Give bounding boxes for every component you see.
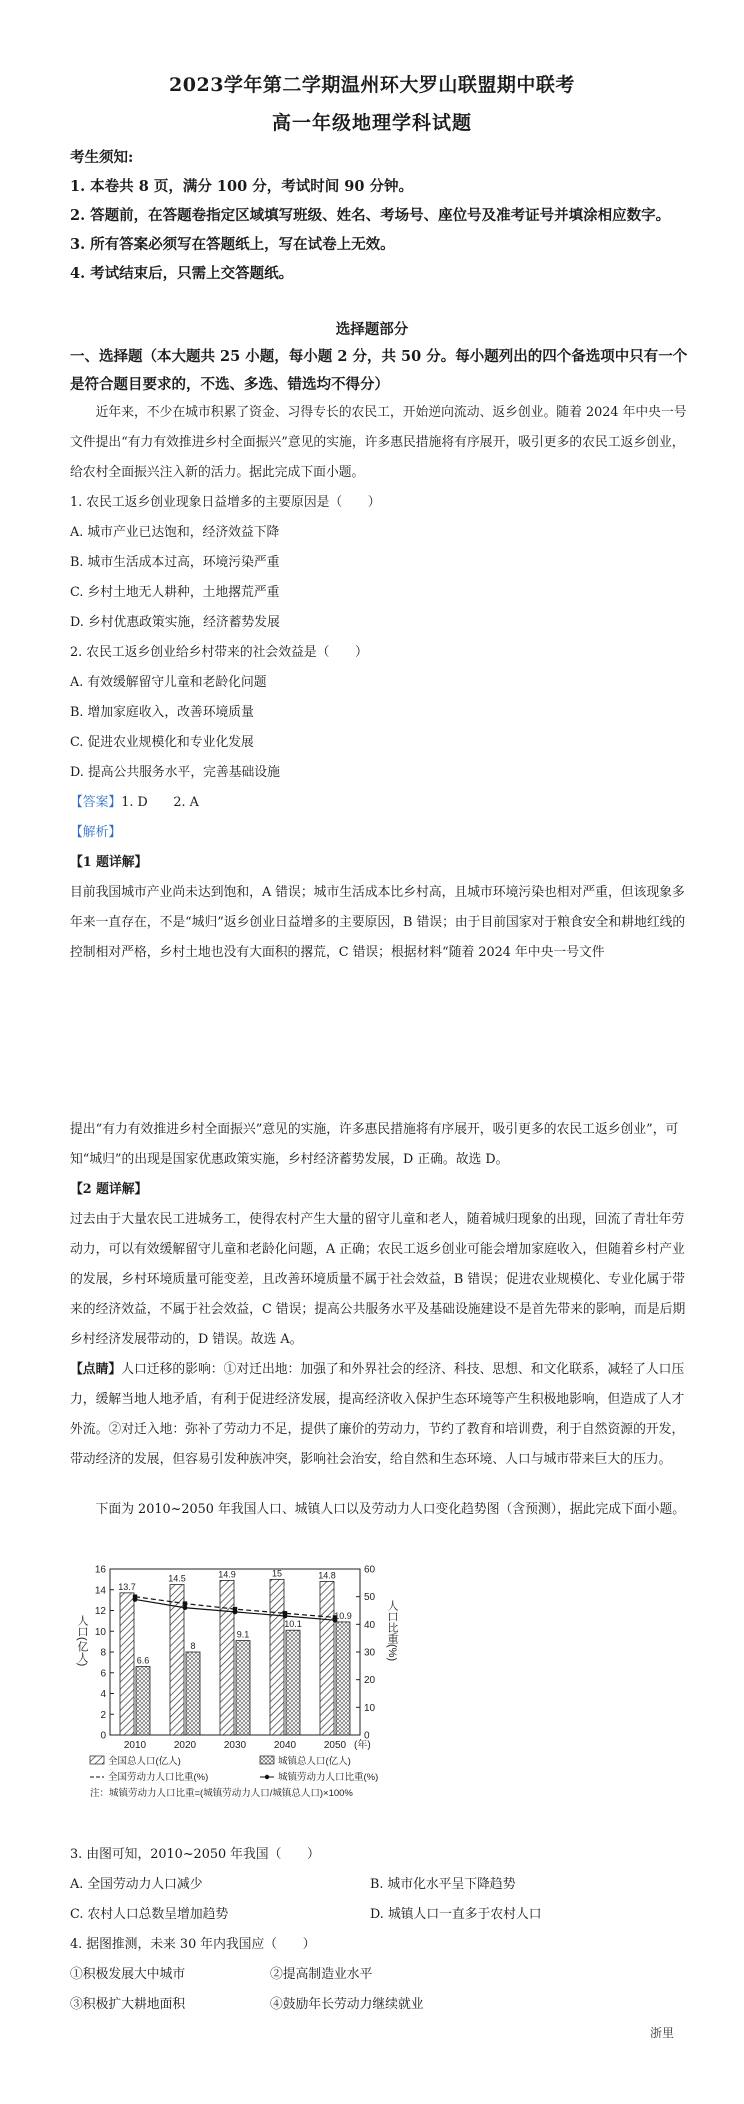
detail-2-label: 【2 题详解】 [70, 1182, 148, 1197]
left-tick-label: 2 [100, 1709, 106, 1721]
bar-label-urban: 6.6 [136, 1655, 150, 1666]
legend-swatch-total [90, 1756, 104, 1764]
legend-swatch-urban [260, 1756, 274, 1764]
option-d: D. 城镇人口一直多于农村人口 [370, 1907, 542, 1922]
population-chart [70, 1555, 440, 1820]
question-4 [70, 1930, 690, 2020]
question-stem: 4. 据图推测，未来 30 年内我国应（ ） [70, 1937, 316, 1952]
bar-urban-population [336, 1622, 350, 1735]
bar-total-population [320, 1581, 334, 1735]
right-tick-label: 50 [364, 1592, 376, 1604]
right-tick-label: 20 [364, 1675, 376, 1687]
option-3: ③积极扩大耕地面积 [70, 1997, 186, 2012]
question-3 [70, 1840, 690, 1930]
bar-urban-population [136, 1667, 150, 1735]
point-label: 【点睛】 [70, 1362, 122, 1377]
detail-1-label: 【1 题详解】 [70, 855, 148, 870]
question-stem: 2. 农民工返乡创业给乡村带来的社会效益是（ ） [70, 645, 368, 660]
candidate-notes [70, 143, 690, 288]
legend-label-national-line: 全国劳动力人口比重(%) [108, 1772, 209, 1783]
left-tick-label: 12 [94, 1606, 106, 1617]
chart-footnote: 注：城镇劳动力人口比重=(城镇劳动力人口/城镇总人口)×100% [90, 1788, 353, 1799]
bar-label-urban: 9.1 [236, 1629, 250, 1640]
exam-title: 2023学年第二学期温州环大罗山联盟期中联考 [169, 74, 575, 96]
answer-label: 【答案】 [70, 795, 122, 810]
question-1 [70, 488, 690, 638]
left-tick-label: 16 [94, 1564, 106, 1576]
marker-urban-labor-share [183, 1605, 188, 1610]
x-unit-label: (年) [354, 1740, 371, 1751]
bar-label-total: 14.9 [218, 1569, 236, 1580]
detail-1-text-b: 提出“有力有效推进乡村全面振兴”意见的实施，许多惠民措施将有序展开，吸引更多的农民工返乡创业”，可知“城归”的出现是国家优惠政策实施，乡村经济蓄势发展，D 正确。故选 D。 [70, 1122, 679, 1167]
option-c: C. 乡村土地无人耕种，土地撂荒严重 [70, 585, 280, 600]
bar-label-urban: 10.1 [284, 1619, 302, 1630]
point-paragraph [70, 1355, 690, 1475]
section-title: 选择题部分 [335, 321, 409, 338]
legend-label-total: 全国总人口(亿人) [108, 1756, 181, 1767]
bar-urban-population [186, 1652, 200, 1735]
option-1: ①积极发展大中城市 [70, 1967, 186, 1982]
marker-urban-labor-share [283, 1614, 288, 1619]
legend-label-urban: 城镇总人口(亿人) [278, 1756, 351, 1767]
bar-urban-population [236, 1641, 250, 1735]
right-tick-label: 0 [364, 1730, 370, 1742]
passage-2: 下面为 2010~2050 年我国人口、城镇人口以及劳动力人口变化趋势图（含预测），据此完成下面小题。 [95, 1502, 686, 1517]
notes-item: 1. 本卷共 8 页，满分 100 分，考试时间 90 分钟。 [70, 178, 414, 195]
bar-label-urban: 8 [190, 1641, 196, 1651]
left-tick-label: 8 [100, 1647, 106, 1659]
options-grid [70, 1960, 690, 2020]
option-b: B. 城市化水平呈下降趋势 [370, 1877, 516, 1892]
left-tick-label: 14 [94, 1585, 106, 1597]
option-c: C. 农村人口总数呈增加趋势 [70, 1907, 229, 1922]
question-stem: 3. 由图可知，2010~2050 年我国（ ） [70, 1847, 320, 1862]
passage-1: 近年来，不少在城市积累了资金、习得专长的农民工，开始逆向流动、返乡创业。随着 2024 年中央一号文件提出“有力有效推进乡村全面振兴”意见的实施，许多惠民措施将有序展开，吸引更多的农民工返乡创业，给农村全面振兴注入新的活力。据此完成下面小题。 [70, 405, 687, 480]
detail-1-text-a: 目前我国城市产业尚未达到饱和，A 错误；城市生活成本比乡村高，且城市环境污染也相对严重，但该现象多年来一直存在，不是“城归”返乡创业日益增多的主要原因，B 错误；由于目前国家对于粮食安全和耕地红线的控制相对严格，乡村土地也没有大面积的撂荒，C 错误；根据材料“随着 2024 年中央一号文件 [70, 885, 686, 960]
bar-label-total: 13.7 [118, 1581, 136, 1592]
left-tick-label: 0 [100, 1730, 106, 1742]
answer-line [70, 788, 690, 818]
answer-value: 1. D 2. A [121, 795, 199, 810]
notes-item: 3. 所有答案必须写在答题纸上，写在试卷上无效。 [70, 236, 395, 253]
notes-heading: 考生须知: [70, 149, 134, 166]
option-4: ④鼓励年长劳动力继续就业 [270, 1997, 424, 2012]
option-a: A. 有效缓解留守儿童和老龄化问题 [70, 675, 267, 690]
right-tick-label: 60 [364, 1564, 376, 1576]
part1-instructions: 一、选择题（本大题共 25 小题，每小题 2 分，共 50 分。每小题列出的四个备选项中只有一个是符合题目要求的，不选、多选、错选均不得分） [70, 348, 688, 393]
bar-label-total: 14.5 [168, 1573, 186, 1584]
question-2 [70, 638, 690, 788]
x-tick-label: 2040 [273, 1740, 297, 1751]
bar-urban-population [286, 1630, 300, 1735]
notes-item: 4. 考试结束后，只需上交答题纸。 [70, 265, 294, 282]
legend-label-urban-line: 城镇劳动力人口比重(%) [278, 1772, 379, 1783]
question-stem: 1. 农民工返乡创业现象日益增多的主要原因是（ ） [70, 495, 381, 510]
bar-total-population [270, 1579, 284, 1735]
option-a: A. 城市产业已达饱和，经济效益下降 [70, 525, 280, 540]
left-tick-label: 10 [94, 1626, 106, 1638]
right-tick-label: 40 [364, 1619, 376, 1631]
left-axis-title: 人口(亿人) [76, 1615, 88, 1667]
option-2: ②提高制造业水平 [270, 1967, 373, 1982]
footer-mark: 浙里 [650, 2026, 675, 2040]
x-tick-label: 2010 [123, 1740, 147, 1751]
bar-label-total: 15 [271, 1568, 283, 1579]
option-d: D. 乡村优惠政策实施，经济蓄势发展 [70, 615, 280, 630]
bar-total-population [220, 1580, 234, 1735]
option-a: A. 全国劳动力人口减少 [70, 1877, 203, 1892]
option-b: B. 增加家庭收入，改善环境质量 [70, 705, 254, 720]
legend-marker-urban-line [265, 1775, 269, 1779]
right-tick-label: 30 [364, 1647, 376, 1659]
bar-label-urban: 10.9 [334, 1610, 352, 1621]
option-c: C. 促进农业规模化和专业化发展 [70, 735, 254, 750]
point-text: 人口迁移的影响：①对迁出地：加强了和外界社会的经济、科技、思想、和文化联系，减轻了人口压力，缓解当地人地矛盾，有利于促进经济发展，提高经济收入保护生态环境等产生积极地影响，但造成了人才外流。②对迁入地：弥补了劳动力不足，提供了廉价的劳动力，节约了教育和培训费，利于自然资源的开发，带动经济的发展，但容易引发种族冲突，影响社会治安，给自然和生态环境、人口与城市带来巨大的压力。 [70, 1362, 685, 1467]
bar-total-population [120, 1593, 134, 1735]
left-tick-label: 4 [100, 1689, 106, 1700]
x-tick-label: 2020 [173, 1740, 197, 1751]
exam-subtitle: 高一年级地理学科试题 [271, 112, 472, 134]
marker-national-labor-share [183, 1601, 187, 1605]
marker-urban-labor-share [133, 1597, 138, 1602]
analysis-label: 【解析】 [70, 825, 122, 840]
population-chart-svg [70, 1555, 440, 1820]
bar-label-total: 14.8 [318, 1570, 336, 1581]
right-axis-title: 人口比重(%) [386, 1600, 398, 1662]
notes-item: 2. 答题前，在答题卷指定区域填写班级、姓名、考场号、座位号及准考证号并填涂相应数字。 [70, 207, 671, 224]
x-tick-label: 2050 [323, 1740, 347, 1751]
left-tick-label: 6 [100, 1668, 106, 1680]
option-b: B. 城市生活成本过高，环境污染严重 [70, 555, 280, 570]
option-d: D. 提高公共服务水平，完善基础设施 [70, 765, 280, 780]
right-tick-label: 10 [364, 1702, 376, 1714]
x-tick-label: 2030 [223, 1740, 247, 1751]
marker-urban-labor-share [233, 1609, 238, 1614]
options-grid [70, 1870, 690, 1930]
detail-2-text: 过去由于大量农民工进城务工，使得农村产生大量的留守儿童和老人，随着城归现象的出现，回流了青壮年劳动力，可以有效缓解留守儿童和老龄化问题，A 正确；农民工返乡创业可能会增加家庭收入，但随着乡村产业的发展，乡村环境质量可能变差，且改善环境质量不属于社会效益，B 错误；促进农业规模化、专业化属于带来的经济效益，不属于社会效益，C 错误；提高公共服务水平及基础设施建设不是首先带来的影响，而是后期乡村经济发展带动的，D 错误。故选 A。 [70, 1212, 686, 1347]
